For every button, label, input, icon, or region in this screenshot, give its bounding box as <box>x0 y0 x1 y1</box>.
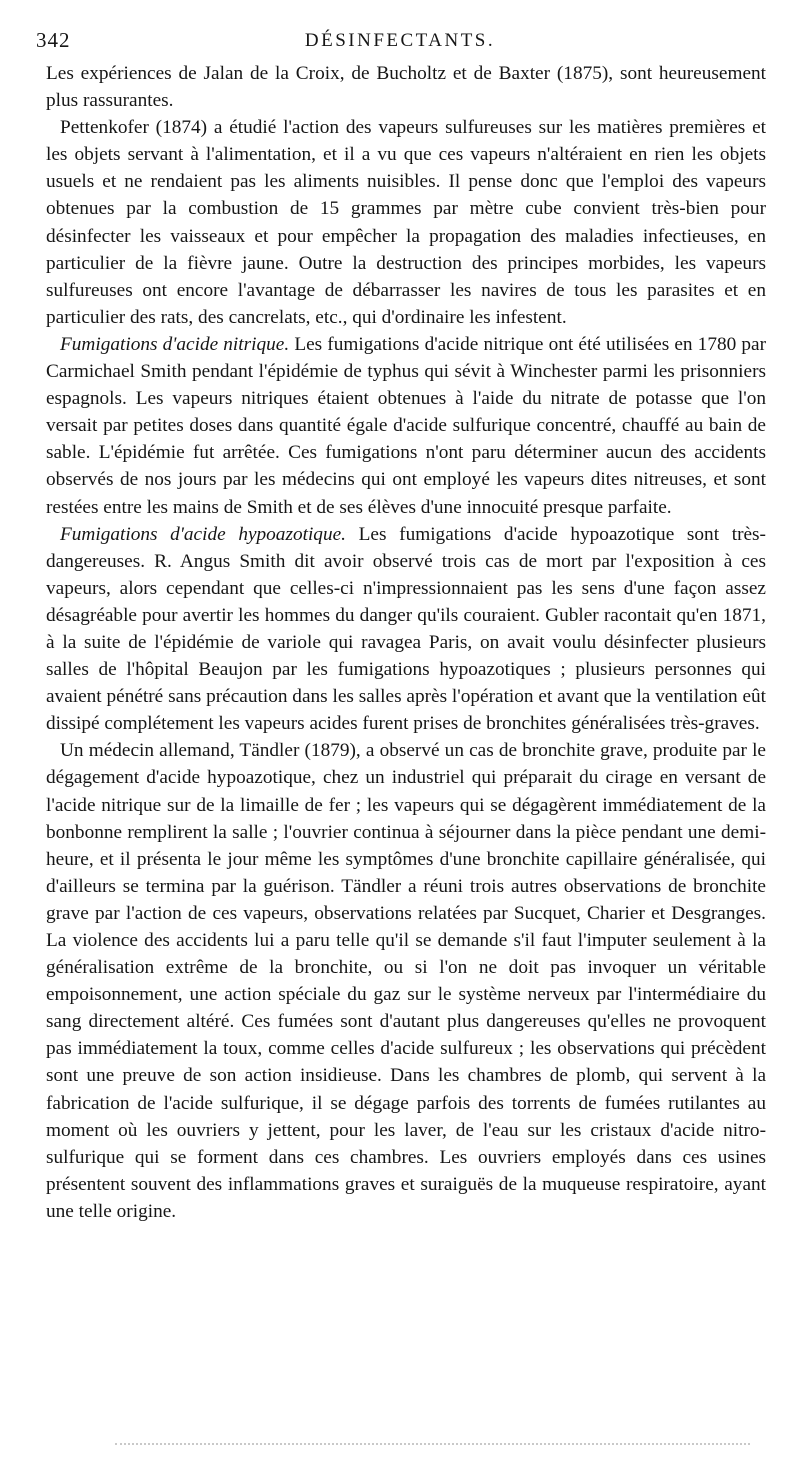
paragraph-5 <box>46 737 766 1225</box>
running-title: DÉSINFECTANTS. <box>304 30 496 51</box>
paragraph-text: Les fumigations d'acide hypoazotique sont très-dangereuses. R. Angus Smith dit avoir observé trois cas de mort par l'exposition à ces vapeurs, alors cependant que celles-ci n'impressionnaient pas les sens d'une façon assez désagréable pour avertir les hommes du danger qu'ils couraient. Gubler racontait qu'en 1871, à la suite de l'épidémie de variole qui ravagea Paris, on avait voulu désinfecter plusieurs salles de l'hôpital Beaujon par les fumigations hypoazotiques ; plusieurs personnes qui avaient pénétré sans précaution dans les salles après l'opération et avant que la ventilation eût dissipé complétement les vapeurs acides furent prises de bronchites généralisées très-graves. <box>46 523 766 735</box>
section-heading: Fumigations d'acide nitrique. <box>60 333 290 355</box>
paragraph-text: Les expériences de Jalan de la Croix, de Bucholtz et de Baxter (1875), sont heureusement plus rassurantes. <box>46 63 766 112</box>
paragraph-text: Pettenkofer (1874) a étudié l'action des vapeurs sulfureuses sur les matières premières et les objets servant à l'alimentation, et il a vu que ces vapeurs n'altéraient en rien les objets usuels et ne rendaient pas les aliments nuisibles. Il pense donc que l'emploi des vapeurs obtenues par la combustion de 15 grammes par mètre cube convient très-bien pour désinfecter les vaisseaux et pour empêcher la propagation des maladies infectieuses, en particulier de la fièvre jaune. Outre la destruction des principes morbides, les vapeurs sulfureuses ont encore l'avantage de débarrasser les navires de tous les parasites et en particulier des rats, des cancrelats, etc., qui d'ordinaire les infestent. <box>46 117 766 328</box>
paragraph-text: Un médecin allemand, Tändler (1879), a observé un cas de bronchite grave, produite par le dégagement d'acide hypoazotique, chez un industriel qui préparait du cirage en versant de l'acide nitrique sur de la limaille de fer ; les vapeurs qui se dégagèrent immédiatement de la bonbonne remplirent la salle ; l'ouvrier continua à séjourner dans la pièce pendant une demi-heure, et il présenta le jour même les symptômes d'une bronchite capillaire généralisée, qui d'ailleurs se termina par la guérison. Tändler a réuni trois autres observations de bronchite grave par l'action de ces vapeurs, observations relatées par Sucquet, Charier et Desgranges. La violence des accidents lui a paru telle qu'il se demande s'il faut l'imputer seulement à la généralisation extrême de la bronchite, ou si l'on ne doit pas invoquer un véritable empoisonnement, une action spéciale du gaz sur le système nerveux par l'intermédiaire du sang directement altéré. Ces fumées sont d'autant plus dangereuses qu'elles ne provoquent pas immédiatement la toux, comme celles d'acide sulfureux ; les observations qui précèdent sont une preuve de son action insidieuse. Dans les chambres de plomb, qui servent à la fabrication de l'acide sulfurique, il se dégage parfois des torrents de fumées rutilantes au moment où les ouvriers y jettent, pour les laver, de l'eau sur les cristaux d'acide nitro-sulfurique qui se forment dans ces chambres. Les ouvriers employés dans ces usines présentent souvent des inflammations graves et suraiguës de la muqueuse respiratoire, ayant une telle origine. <box>46 740 766 1222</box>
paragraph-text: Les fumigations d'acide nitrique ont été utilisées en 1780 par Carmichael Smith pendant l'épidémie de typhus qui sévit à Winchester parmi les prisonniers espagnols. Les vapeurs nitriques étaient obtenues à l'aide du nitrate de potasse que l'on versait par petites doses dans quantité égale d'acide sulfurique concentré, chauffé au bain de sable. L'épidémie fut arrêtée. Ces fumigations n'ont paru déterminer aucun des accidents observés de nos jours par les médecins qui ont employé les vapeurs dites nitreuses, et sont restées entre les mains de Smith et de ses élèves d'une innocuité presque parfaite. <box>46 333 767 518</box>
footer-rule <box>115 1443 750 1445</box>
paragraph-nitric-fumigations <box>46 331 766 521</box>
running-head <box>36 28 764 62</box>
paragraph-hypoazotic-fumigations <box>46 521 766 738</box>
paragraph-1 <box>46 60 766 114</box>
body-text <box>46 60 766 1225</box>
section-heading: Fumigations d'acide hypoazotique. <box>60 523 346 545</box>
page-number: 342 <box>36 28 71 52</box>
paragraph-2 <box>46 114 766 331</box>
